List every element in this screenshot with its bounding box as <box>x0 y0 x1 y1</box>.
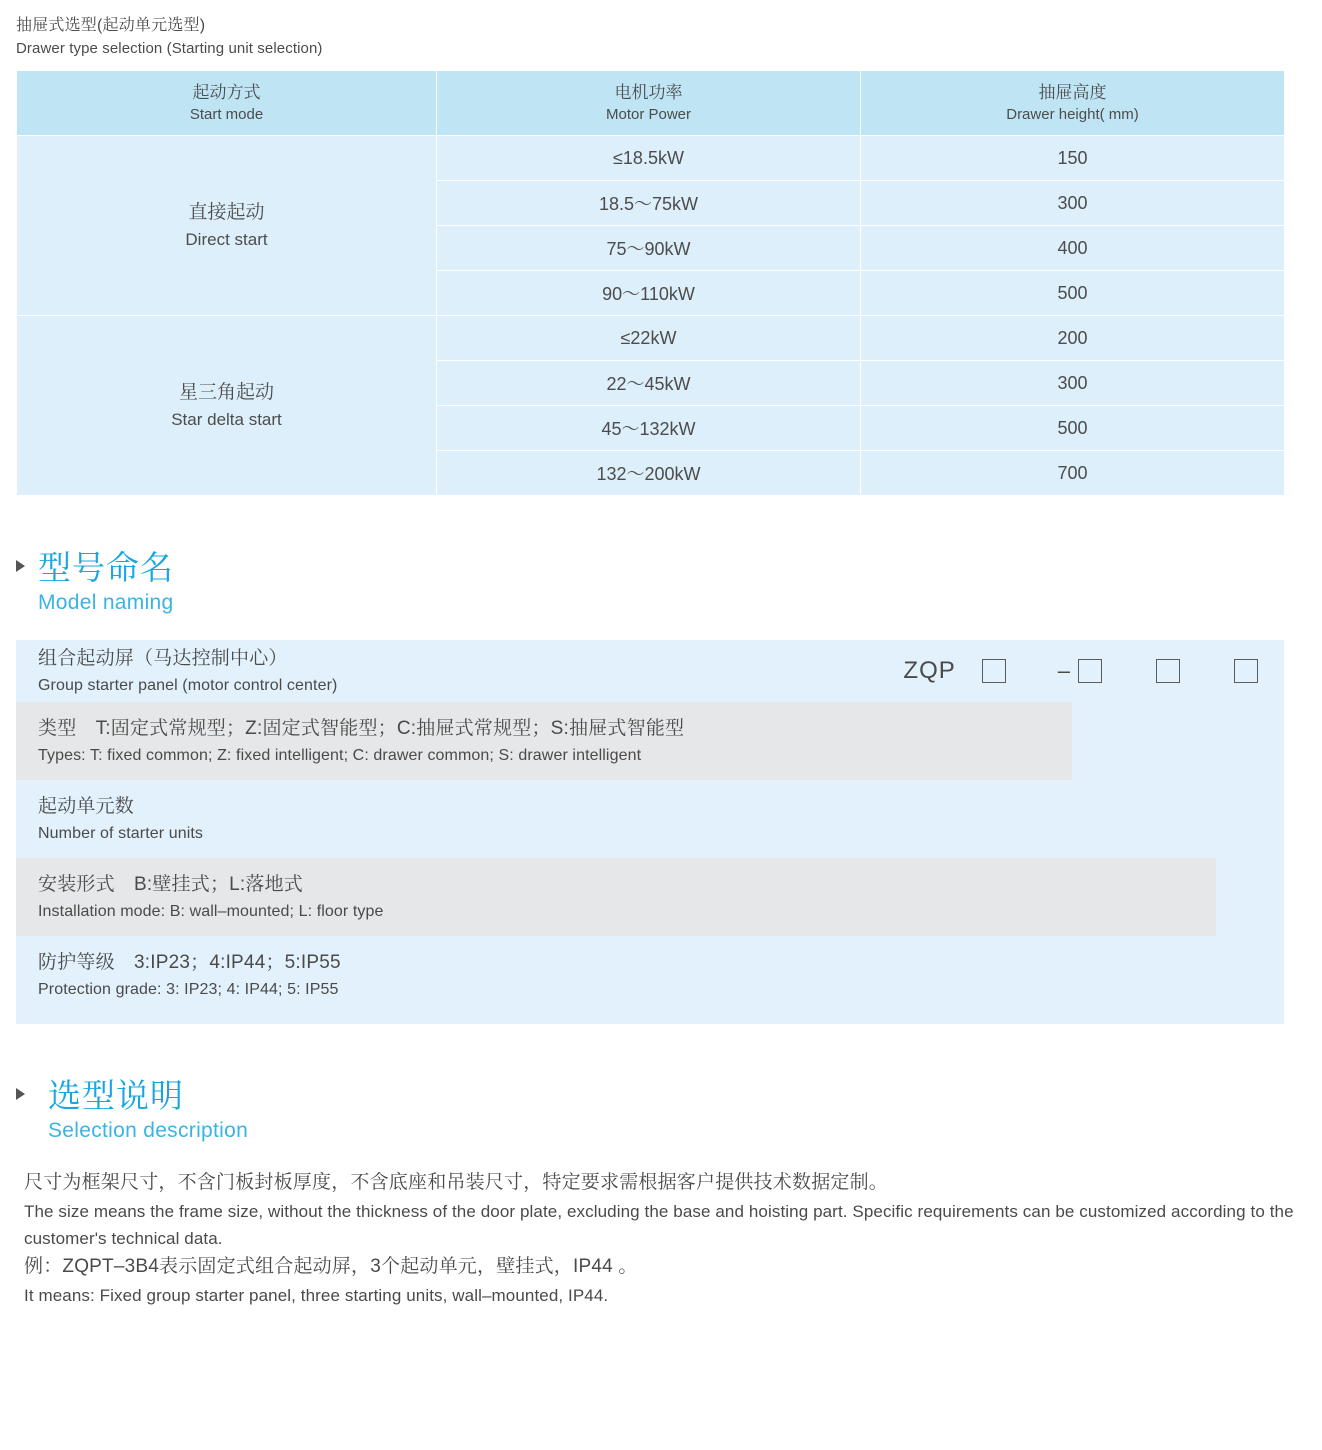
page-root <box>0 14 1322 1450</box>
column-header-start-mode-cn: 起动方式 <box>192 82 261 102</box>
naming-row-protection-cn: 防护等级 3:IP23；4:IP44；5:IP55 <box>38 952 341 973</box>
naming-row-protection <box>16 936 1284 1014</box>
selection-description-heading-cn: 选型说明 <box>48 1077 184 1114</box>
cell-motor-power: ≤18.5kW <box>437 136 861 181</box>
column-header-motor-power-en: Motor Power <box>605 105 692 123</box>
naming-row-installation-cn: 安装形式 B:壁挂式；L:落地式 <box>38 874 303 895</box>
naming-row-product-cn: 组合起动屏（马达控制中心） <box>38 648 288 669</box>
start-mode-direct-cn: 直接起动 <box>188 201 265 223</box>
cell-drawer-height: 150 <box>861 136 1285 181</box>
cell-motor-power: 132～200kW <box>437 451 861 496</box>
naming-row-protection-text <box>16 936 1284 1014</box>
cell-drawer-height: 400 <box>861 226 1285 271</box>
model-code-area <box>903 657 1284 685</box>
column-header-drawer-height <box>861 71 1285 136</box>
section-heading-selection-description <box>16 1076 1322 1146</box>
cell-motor-power: 75～90kW <box>437 226 861 271</box>
naming-row-unit-count-text <box>16 780 1284 858</box>
naming-row-installation-en: Installation mode: B: wall–mounted; L: floor type <box>38 903 384 920</box>
table-body <box>17 136 1285 496</box>
table-header <box>17 71 1285 136</box>
naming-row-protection-en: Protection grade: 3: IP23; 4: IP44; 5: IP55 <box>38 981 339 998</box>
cell-motor-power: 18.5～75kW <box>437 181 861 226</box>
code-box-unit-count[interactable] <box>1078 659 1102 683</box>
column-header-motor-power <box>437 71 861 136</box>
cell-drawer-height: 700 <box>861 451 1285 496</box>
start-mode-star-delta-en: Star delta start <box>171 409 282 429</box>
cell-motor-power: ≤22kW <box>437 316 861 361</box>
triangle-bullet-icon <box>16 560 25 572</box>
selection-description-heading-en: Selection description <box>48 1119 249 1142</box>
drawer-table-caption <box>16 14 1322 60</box>
model-naming-block <box>16 640 1284 1024</box>
cell-drawer-height: 300 <box>861 361 1285 406</box>
column-header-start-mode-en: Start mode <box>189 105 264 123</box>
naming-row-unit-count-cn: 起动单元数 <box>38 796 135 817</box>
naming-row-types-text <box>16 702 1072 780</box>
drawer-table-caption-cn: 抽屉式选型(起动单元选型) <box>16 17 206 34</box>
drawer-selection-table <box>16 70 1285 496</box>
start-mode-direct-en: Direct start <box>185 229 268 249</box>
model-code-prefix: ZQP <box>903 657 956 684</box>
model-naming-heading-cn: 型号命名 <box>38 549 174 586</box>
column-header-drawer-height-en: Drawer height( mm) <box>1006 105 1139 123</box>
cell-motor-power: 90～110kW <box>437 271 861 316</box>
naming-row-unit-count-en: Number of starter units <box>38 825 204 842</box>
naming-row-types-en: Types: T: fixed common; Z: fixed intelligent; C: drawer common; S: drawer intelligent <box>38 747 642 764</box>
cell-start-mode-star-delta <box>17 316 437 496</box>
naming-row-installation-text <box>16 858 1216 936</box>
code-box-type[interactable] <box>982 659 1006 683</box>
description-line2-en: It means: Fixed group starter panel, three starting units, wall–mounted, IP44. <box>24 1286 609 1305</box>
cell-start-mode-direct <box>17 136 437 316</box>
naming-row-unit-count <box>16 780 1284 858</box>
selection-description-body <box>24 1168 1296 1309</box>
column-header-drawer-height-cn: 抽屉高度 <box>1038 82 1107 102</box>
column-header-motor-power-cn: 电机功率 <box>614 82 683 102</box>
code-box-installation[interactable] <box>1156 659 1180 683</box>
naming-row-product <box>16 640 1284 702</box>
cell-drawer-height: 500 <box>861 406 1285 451</box>
naming-row-product-en: Group starter panel (motor control center) <box>38 677 338 694</box>
naming-row-types-cn: 类型 T:固定式常规型；Z:固定式智能型；C:抽屉式常规型；S:抽屉式智能型 <box>38 718 685 739</box>
table-header-row <box>17 71 1285 136</box>
triangle-bullet-icon <box>16 1088 25 1100</box>
cell-drawer-height: 500 <box>861 271 1285 316</box>
cell-motor-power: 22～45kW <box>437 361 861 406</box>
naming-row-types <box>16 702 1072 780</box>
code-box-protection[interactable] <box>1234 659 1258 683</box>
description-line1-cn: 尺寸为框架尺寸，不含门板封板厚度，不含底座和吊装尺寸，特定要求需根据客户提供技术数据定制。 <box>24 1172 889 1193</box>
drawer-table-caption-en: Drawer type selection (Starting unit selection) <box>16 40 323 57</box>
cell-drawer-height: 300 <box>861 181 1285 226</box>
section-heading-model-naming <box>16 548 1322 618</box>
naming-row-installation <box>16 858 1216 936</box>
table-row <box>17 136 1285 181</box>
description-line2-cn: 例：ZQPT–3B4表示固定式组合起动屏，3个起动单元，壁挂式，IP44 。 <box>24 1256 638 1277</box>
column-header-start-mode <box>17 71 437 136</box>
description-line1-en: The size means the frame size, without the thickness of the door plate, excluding the base and hoisting part. Specific requirements can be customized according to the customer's technical data. <box>24 1202 1294 1248</box>
start-mode-star-delta-cn: 星三角起动 <box>178 381 274 403</box>
code-dash: – <box>1057 658 1070 683</box>
model-naming-heading-en: Model naming <box>38 591 174 614</box>
table-row <box>17 316 1285 361</box>
naming-row-product-text <box>16 632 337 710</box>
cell-motor-power: 45～132kW <box>437 406 861 451</box>
cell-drawer-height: 200 <box>861 316 1285 361</box>
